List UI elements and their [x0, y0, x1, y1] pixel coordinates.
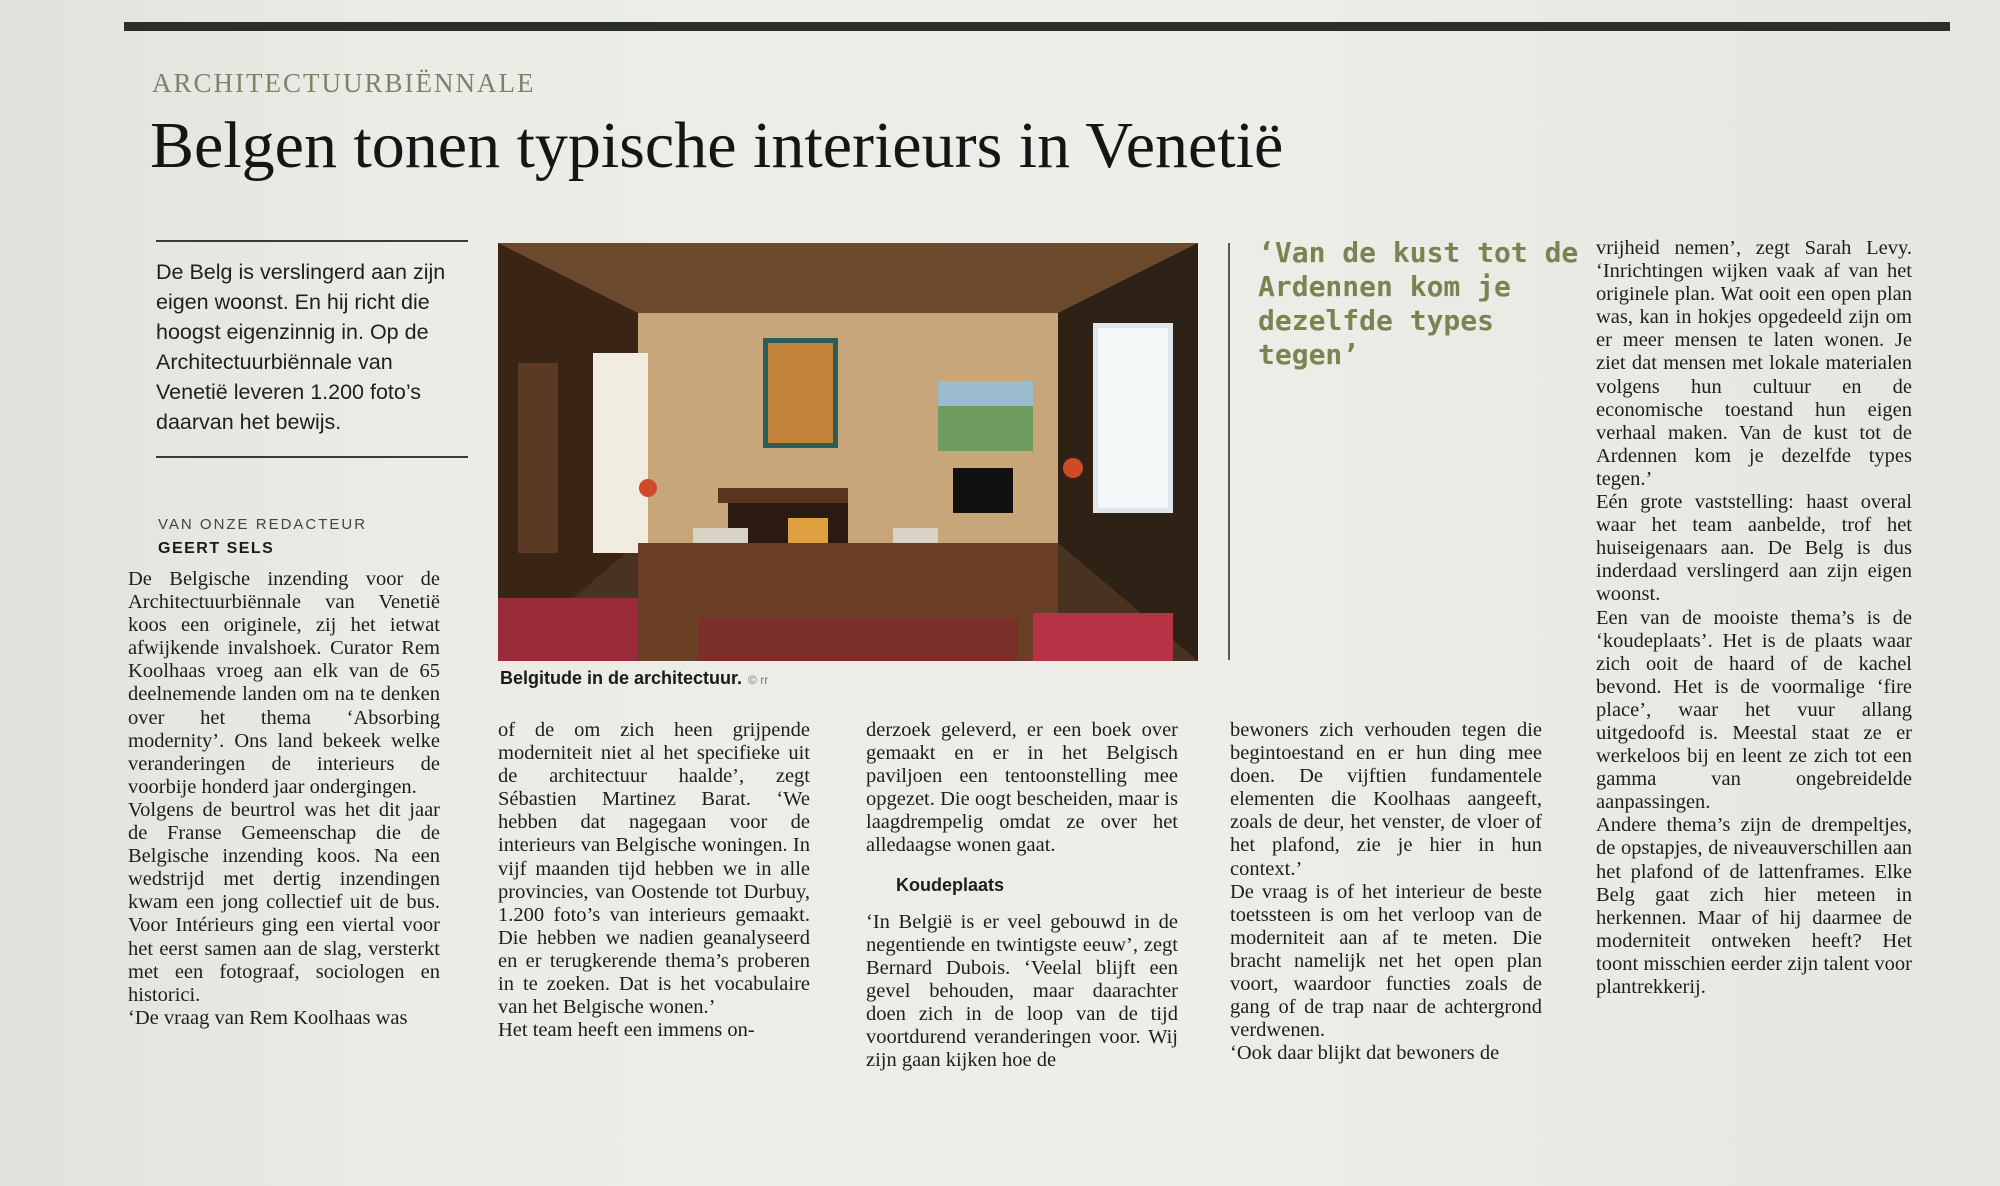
col5-paragraph-2: Eén grote vaststelling: haast overal waar het team aanbelde, trof het huiseigenaars aan. De Belg is dus inderdaad verslingerd aan zijn eigen woonst.: [1596, 491, 1912, 606]
col2-paragraph-2: Het team heeft een immens on-: [498, 1019, 755, 1042]
col4-paragraph-2: De vraag is of het interieur de beste toetssteen is om het verloop van de moderniteit aan af te meten. Die bracht namelijk net het open plan voort, waardoor functies zoals de gang of de trap naar de achtergrond verdwenen.: [1230, 880, 1542, 1042]
col3-paragraph-2: ‘In België is er veel gebouwd in de negentiende en twintigste eeuw’, zegt Bernard Dubois. ‘Veelal blijft een gevel behouden, maar daarachter doen zich in de loop van de tijd voortdurend veranderingen voor. Wij zijn gaan kijken hoe de: [866, 910, 1178, 1072]
col1-paragraph-3: ‘De vraag van Rem Koolhaas was: [128, 1006, 408, 1029]
subheading: Koudeplaats: [896, 874, 1005, 895]
col1-paragraph-1: De Belgische inzending voor de Architectuurbiënnale van Venetië koos een originele, zij het ietwat afwijkende invalshoek. Curator Rem Koolhaas vroeg aan elk van de 65 deelnemende landen om na te denken over het thema ‘Absorbing modernity’. Ons land bekeek welke veranderingen de interieurs de voorbije honderd jaar ondergingen.: [128, 568, 440, 798]
pull-quote-rule: [1228, 243, 1230, 660]
col3-paragraph-1: derzoek geleverd, er een boek over gemaakt en er in het Belgisch paviljoen een tentoonstelling mee opgezet. Die oogt bescheiden, maar is laagdrempelig omdat ze over het alledaagse wonen gaat.: [866, 719, 1178, 857]
pull-quote: ‘Van de kust tot de Ardennen kom je dezelfde types tegen’: [1258, 236, 1579, 371]
column-2: [498, 719, 810, 1042]
interior-photo: [498, 243, 1198, 661]
photo-caption: [500, 668, 768, 689]
col4-paragraph-3: ‘Ook daar blijkt dat bewoners de: [1230, 1042, 1500, 1065]
column-3: [866, 719, 1178, 1072]
col5-paragraph-4: Andere thema’s zijn de drempeltjes, de opstapjes, de niveauverschillen aan het plafond of de lattenframes. Elke Belg gaat zich hier meteen in herkennen. Maar of hij daarmee de moderniteit ontweken heeft? Het toont misschien eerder zijn talent voor plantrekkerij.: [1596, 814, 1912, 998]
byline-name: GEERT SELS: [158, 540, 275, 557]
headline: Belgen tonen typische interieurs in Venetië: [150, 109, 1284, 182]
intro-bottom-rule: [156, 456, 468, 458]
col5-paragraph-3: Een van de mooiste thema’s is de ‘koudeplaats’. Het is de plaats waar zich ooit de haard of de kachel bevond. Het is de voormalige ‘fire place’, waar het vuur allang uitgedoofd is. Meestal staat ze er werkeloos bij en leent ze zich tot een gamma van ongebreidelde aanpassingen.: [1596, 606, 1912, 814]
photo-credit: © rr: [748, 673, 769, 687]
interior-photo-illustration: [498, 243, 1198, 661]
byline-label: VAN ONZE REDACTEUR: [158, 516, 368, 533]
photo-caption-text: Belgitude in de architectuur.: [500, 668, 743, 688]
intro-lede: De Belg is verslingerd aan zijn eigen woonst. En hij richt die hoogst eigenzinnig in. Op de Architectuurbiënnale van Venetië leveren 1.200 foto’s daarvan het bewijs.: [156, 260, 446, 434]
col1-paragraph-2: Volgens de beurtrol was het dit jaar de Franse Gemeenschap die de Belgische inzending koos. Na een wedstrijd met dertig inzendingen kwam een jong collectief uit de bus. Voor Intérieurs ging een viertal voor het eerst samen aan de slag, versterkt met een fotograaf, sociologen en historici.: [128, 798, 440, 1006]
column-4: [1230, 719, 1542, 1065]
col4-paragraph-1: bewoners zich verhouden tegen die begintoestand en er hun ding mee doen. De vijftien fundamentele elementen die Koolhaas aangeeft, zoals de deur, het venster, de vloer of het plafond, zie je hier in hun context.’: [1230, 719, 1542, 880]
column-5: [1596, 237, 1912, 999]
section-kicker: ARCHITECTUURBIËNNALE: [152, 68, 536, 98]
col2-paragraph-1: of de om zich heen grijpende moderniteit niet al het specifieke uit de architectuur haalde’, zegt Sébastien Martinez Barat. ‘We hebben dat nagegaan voor de interieurs van Belgische woningen. In vijf maanden tijd hebben we in alle provincies, van Oostende tot Durbuy, 1.200 foto’s van interieurs gemaakt. Die hebben we nadien geanalyseerd en er terugkerende thema’s proberen in te zoeken. Dat is het vocabulaire van het Belgische wonen.’: [498, 719, 810, 1019]
column-1: [128, 568, 440, 1030]
col5-paragraph-1: vrijheid nemen’, zegt Sarah Levy. ‘Inrichtingen wijken vaak af van het originele plan. Wat ooit een open plan was, kan in hokjes opgedeeld zijn om er meer mensen te laten wonen. Je ziet dat mensen met lokale materialen volgens hun cultuur en de economische toestand hun eigen verhaal maken. Van de kust tot de Ardennen kom je dezelfde types tegen.’: [1596, 237, 1912, 490]
top-rule: [124, 22, 1950, 31]
intro-top-rule: [156, 240, 468, 242]
